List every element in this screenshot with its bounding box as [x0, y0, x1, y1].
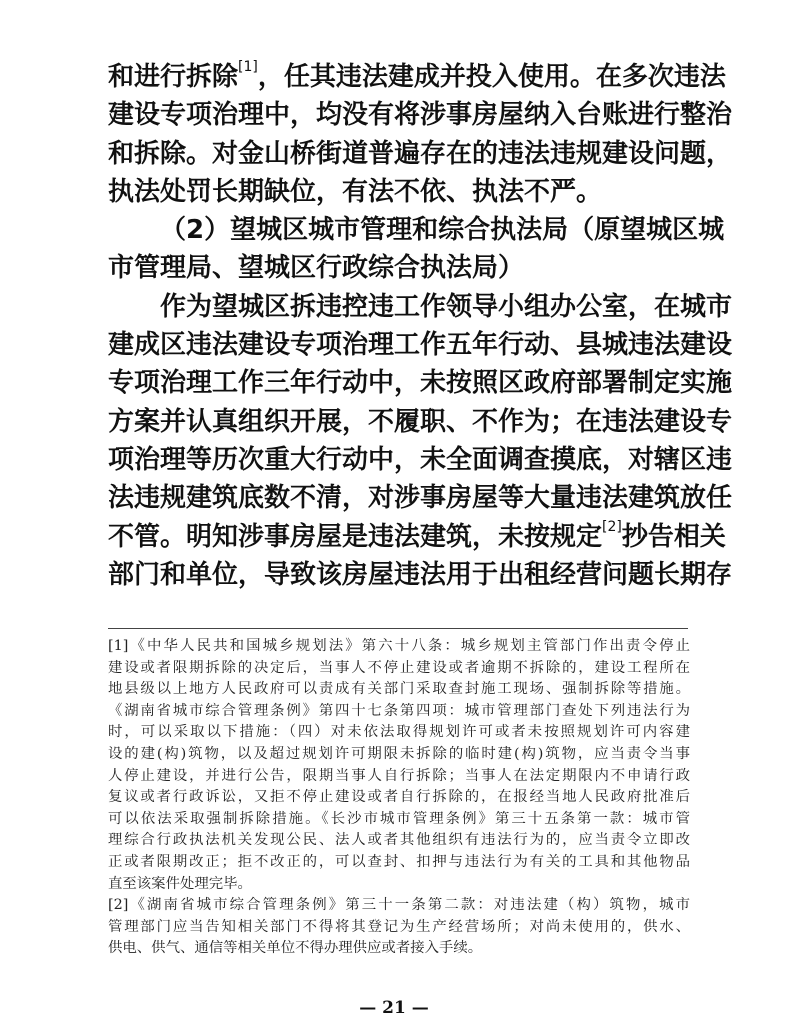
- body-line: 部门和单位，导致该房屋违法用于出租经营问题长期存: [108, 559, 733, 590]
- footnote-line: 时，可以采取以下措施：（四）对未依法取得规划许可或者未按照规划许可内容建: [108, 724, 690, 741]
- footnote-line: 建设或者限期拆除的决定后，当事人不停止建设或者逾期不拆除的，建设工程所在: [108, 659, 690, 676]
- body-line: 执法处罚长期缺位，有法不依、执法不严。: [108, 176, 603, 207]
- footnote-line: 可以依法采取强制拆除措施。《长沙市城市管理条例》第三十五条第一款：城市管: [108, 810, 690, 827]
- footnote-ref-1[interactable]: [1]: [238, 59, 258, 75]
- footnote-line: [2]《湖南省城市综合管理条例》第三十一条第二款：对违法建（构）筑物，城市: [108, 897, 690, 914]
- footnote-line: 供电、供气、通信等相关单位不得办理供应或者接入手续。: [108, 940, 483, 957]
- footnotes: [108, 636, 690, 960]
- body-line: 和进行拆除[1]，任其违法建成并投入使用。在多次违法: [108, 59, 726, 92]
- footnote-line: 设的建(构)筑物，以及超过规划许可期限未拆除的临时建(构)筑物，应当责令当事: [108, 745, 690, 762]
- body-line: 和拆除。对金山桥街道普遍存在的违法违规建设问题，: [108, 138, 733, 169]
- body-line: 项治理等历次重大行动中，未全面调查摸底，对辖区违: [108, 444, 733, 475]
- body-text: [108, 58, 733, 594]
- footnote-line: 直至该案件处理完毕。: [108, 875, 252, 892]
- body-line: 方案并认真组织开展，不履职、不作为；在违法建设专: [108, 406, 733, 437]
- body-line: 专项治理工作三年行动中，未按照区政府部署制定实施: [108, 368, 733, 399]
- body-line: 作为望城区拆违控违工作领导小组办公室，在城市: [160, 291, 733, 322]
- footnote-line: 地县级以上地方人民政府可以责成有关部门采取查封施工现场、强制拆除等措施。: [108, 681, 690, 698]
- footnote-line: 正或者限期改正；拒不改正的，可以查封、扣押与违法行为有关的工具和其他物品: [108, 853, 690, 870]
- section-heading: （2）望城区城市管理和综合执法局（原望城区城: [160, 215, 725, 246]
- page-number: — 21 —: [359, 998, 429, 1018]
- body-line: 建设专项治理中，均没有将涉事房屋纳入台账进行整治: [108, 100, 733, 131]
- footnote-separator: [108, 628, 688, 629]
- section-heading-cont: 市管理局、望城区行政综合执法局）: [108, 253, 525, 284]
- footnote-line: 理综合行政执法机关发现公民、法人或者其他组织有违法行为的，应当责令立即改: [108, 832, 690, 849]
- body-line: 法违规建筑底数不清，对涉事房屋等大量违法建筑放任: [108, 483, 733, 514]
- footnote-line: 人停止建设，并进行公告，限期当事人自行拆除；当事人在法定期限内不申请行政: [108, 767, 690, 784]
- footnote-line: 管理部门应当告知相关部门不得将其登记为生产经营场所；对尚未使用的，供水、: [108, 918, 690, 935]
- footnote-line: 复议或者行政诉讼，又拒不停止建设或者自行拆除的，在报经当地人民政府批准后: [108, 789, 690, 806]
- body-line: 不管。明知涉事房屋是违法建筑，未按规定[2]抄告相关: [108, 518, 726, 552]
- footnote-line: 《湖南省城市综合管理条例》第四十七条第四项：城市管理部门查处下列违法行为: [108, 702, 690, 719]
- footnote-line: [1]《中华人民共和国城乡规划法》第六十八条：城乡规划主管部门作出责令停止: [108, 638, 690, 654]
- body-line: 建成区违法建设专项治理工作五年行动、县城违法建设: [108, 330, 733, 361]
- footnote-ref-2[interactable]: [2]: [602, 518, 622, 535]
